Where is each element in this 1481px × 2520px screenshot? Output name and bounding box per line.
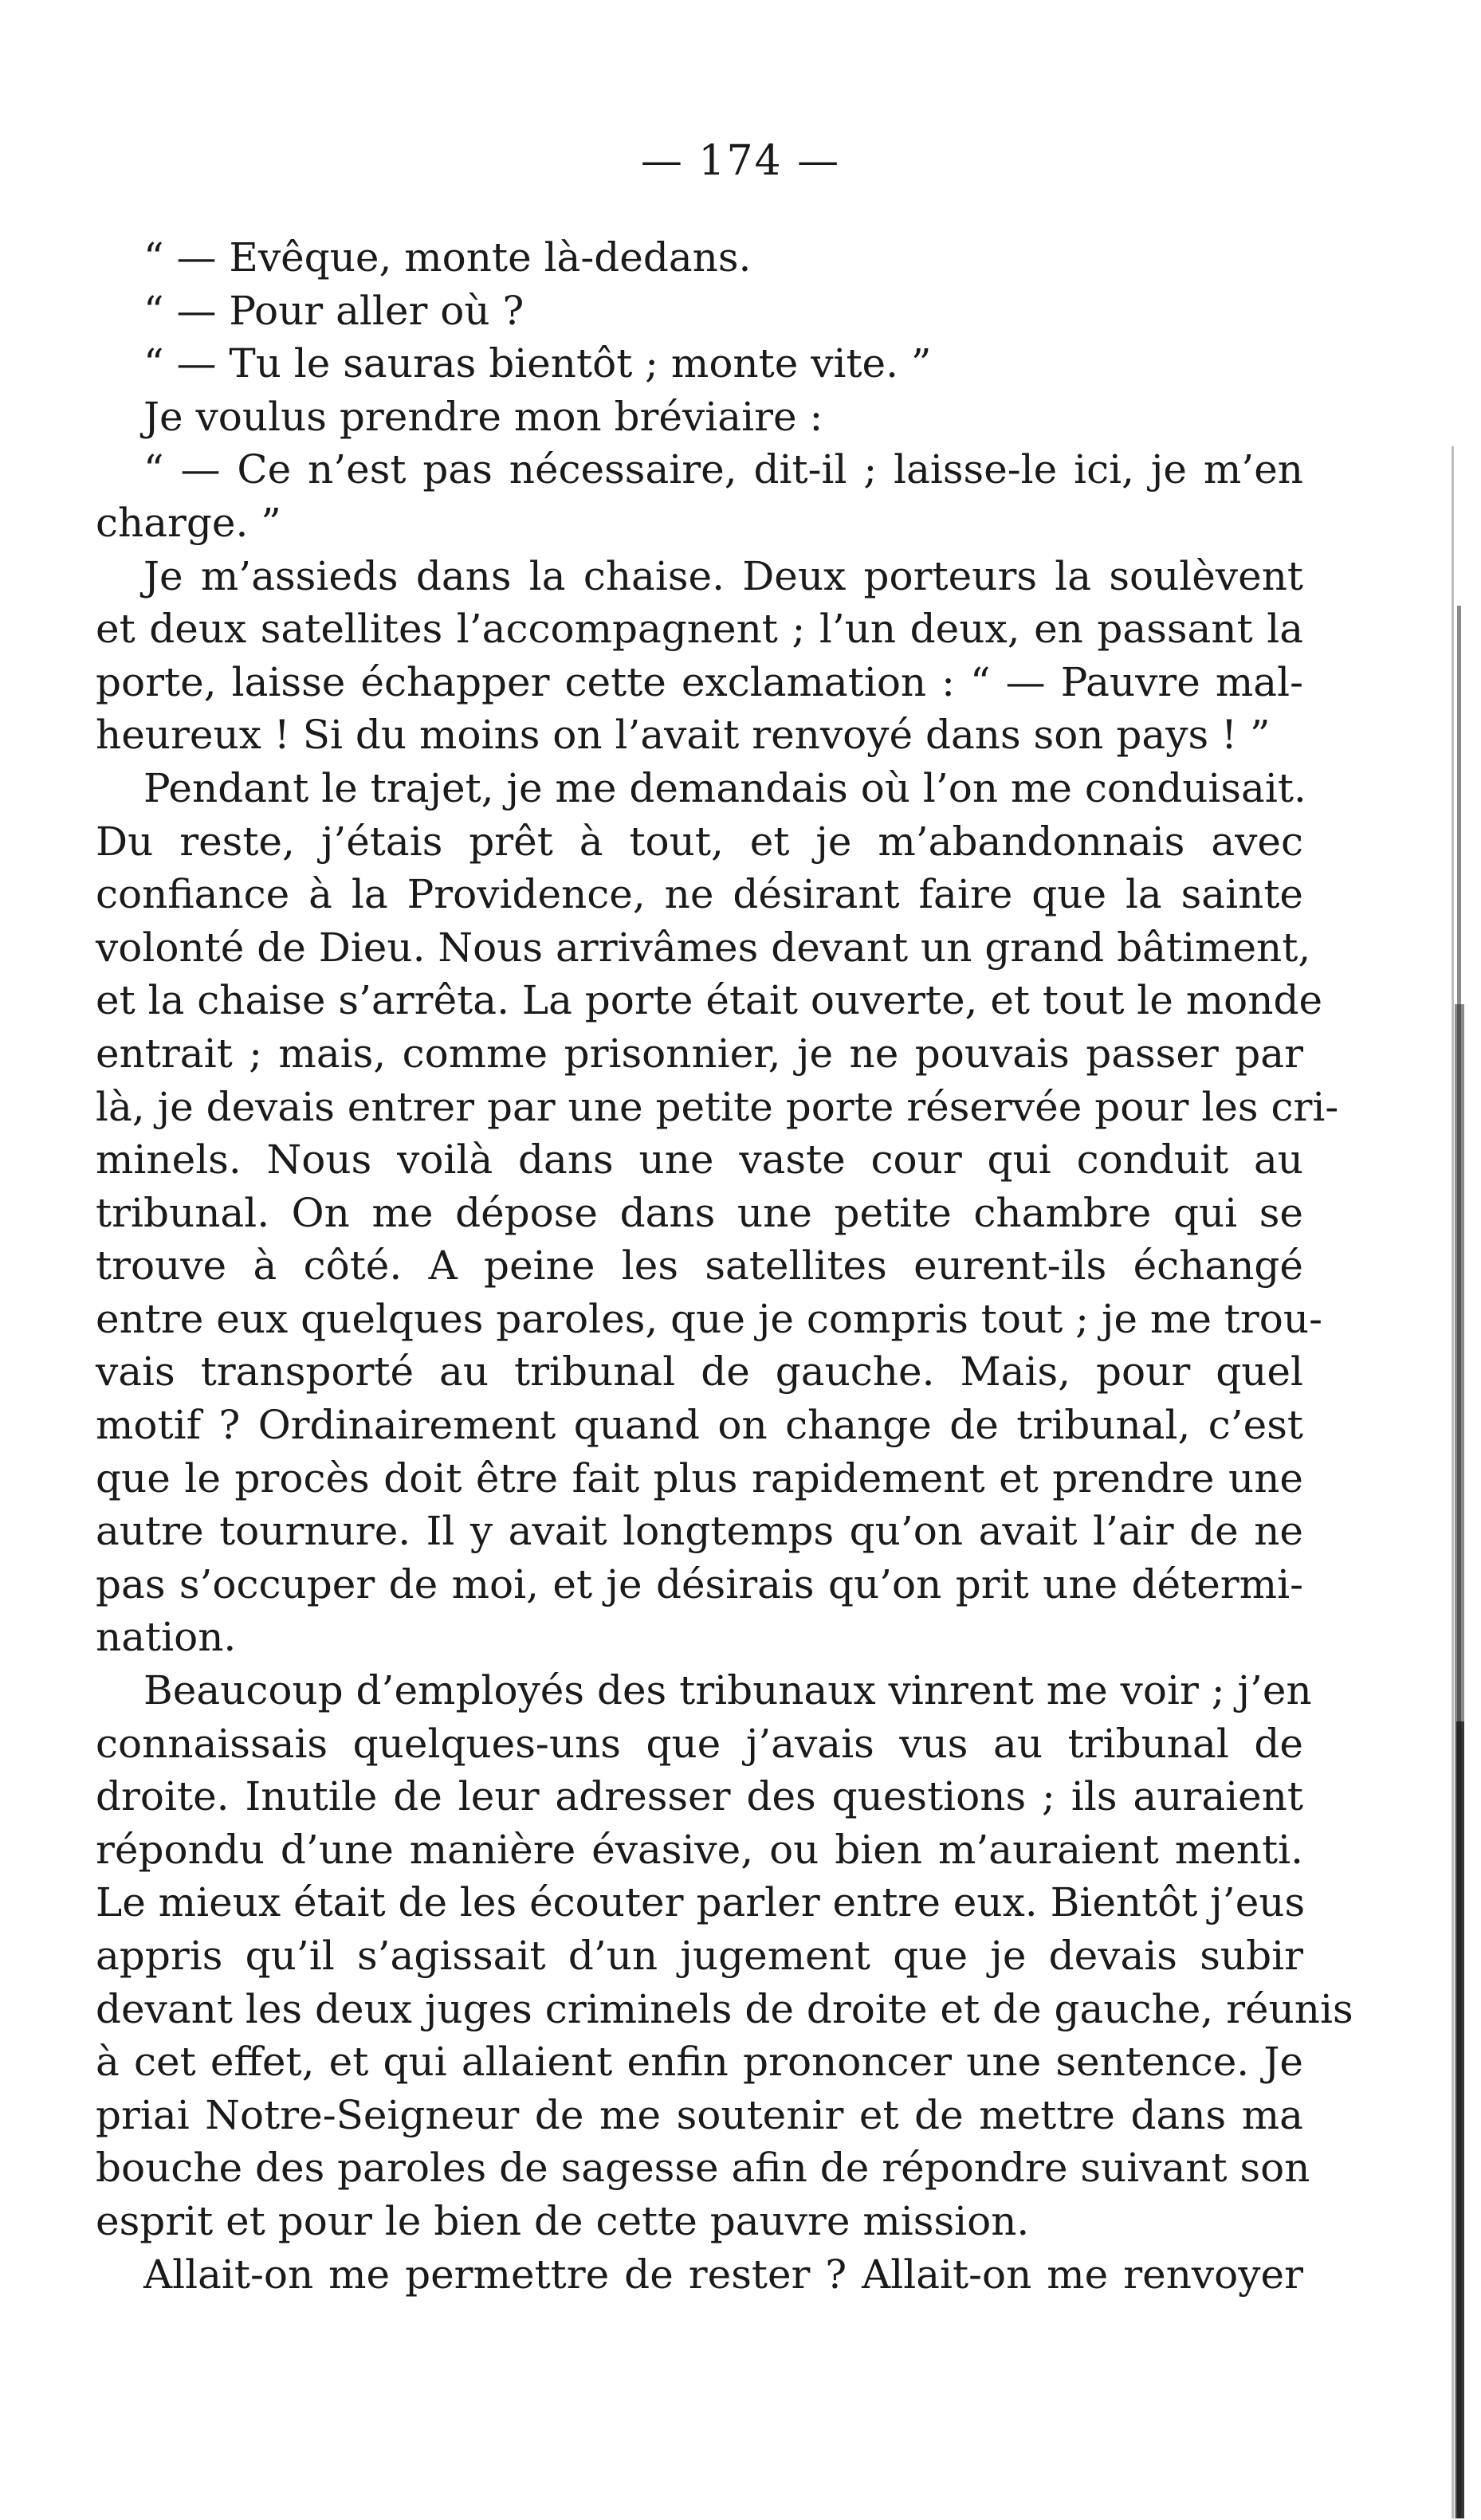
text-line: charge. ” [96,499,281,546]
text-line: que le procès doit être fait plus rapidement et prendre une [96,1454,1303,1501]
text-line: autre tournure. Il y avait longtemps qu’on avait l’air de ne [96,1508,1303,1555]
text-line: droite. Inutile de leur adresser des questions ; ils auraient [96,1773,1303,1820]
text-line: Allait-on me permettre de rester ? Allait-on me renvoyer [143,2251,1303,2298]
text-line: trouve à côté. A peine les satellites eurent-ils échangé [96,1242,1303,1289]
text-line: Pendant le trajet, je me demandais où l’on me conduisait. [143,764,1306,811]
text-line: porte, laisse échapper cette exclamation : “ — Pauvre mal- [96,658,1303,705]
text-line: “ — Pour aller où ? [143,287,524,334]
text-line: entrait ; mais, comme prisonnier, je ne pouvais passer par [96,1030,1303,1077]
text-line: connaissais quelques-uns que j’avais vus au tribunal de [96,1720,1303,1767]
text-line: heureux ! Si du moins on l’avait renvoyé dans son pays ! ” [96,712,1271,759]
text-line: bouche des paroles de sagesse afin de répondre suivant son [96,2145,1310,2192]
page-number: — 174 — [640,137,841,185]
text-line: “ — Tu le sauras bientôt ; monte vite. ” [143,340,932,387]
text-line: devant les deux juges criminels de droite et de gauche, réunis [96,1985,1353,2032]
body-text [96,231,1353,2301]
text-line: “ — Ce n’est pas nécessaire, dit-il ; laisse-le ici, je m’en [143,446,1303,493]
text-line: répondu d’une manière évasive, ou bien m’auraient menti. [96,1826,1303,1873]
text-line: tribunal. On me dépose dans une petite chambre qui se [96,1189,1303,1236]
text-line: nation. [96,1614,237,1661]
text-line: “ — Evêque, monte là-dedans. [143,234,752,281]
text-line: esprit et pour le bien de cette pauvre mission. [96,2197,1030,2244]
text-line: là, je devais entrer par une petite porte réservée pour les cri- [96,1083,1339,1130]
text-line: Je voulus prendre mon bréviaire : [143,393,823,440]
text-line: motif ? Ordinairement quand on change de tribunal, c’est [96,1402,1303,1449]
text-line: volonté de Dieu. Nous arrivâmes devant un grand bâtiment, [96,924,1311,971]
text-line: priai Notre-Seigneur de me soutenir et de mettre dans ma [96,2091,1303,2138]
text-line: Du reste, j’étais prêt à tout, et je m’abandonnais avec [96,818,1303,865]
text-line: et deux satellites l’accompagnent ; l’un deux, en passant la [96,606,1303,653]
text-line: vais transporté au tribunal de gauche. Mais, pour quel [96,1348,1303,1395]
text-line: à cet effet, et qui allaient enfin prononcer une sentence. Je [96,2039,1303,2086]
text-line: appris qu’il s’agissait d’un jugement que je devais subir [96,1933,1303,1979]
text-line: Beaucoup d’employés des tribunaux vinrent me voir ; j’en [143,1667,1312,1714]
text-line: Le mieux était de les écouter parler entre eux. Bientôt j’eus [96,1879,1306,1926]
text-line: minels. Nous voilà dans une vaste cour qui conduit au [96,1136,1303,1183]
text-line: pas s’occuper de moi, et je désirais qu’on prit une détermi- [96,1560,1303,1607]
text-line: entre eux quelques paroles, que je compris tout ; je me trou- [96,1295,1322,1342]
text-line: confiance à la Providence, ne désirant faire que la sainte [96,871,1303,918]
text-line: et la chaise s’arrêta. La porte était ouverte, et tout le monde [96,977,1323,1024]
text-line: Je m’assieds dans la chaise. Deux porteurs la soulèvent [143,552,1303,599]
page-edge-texture [1447,446,1466,2518]
